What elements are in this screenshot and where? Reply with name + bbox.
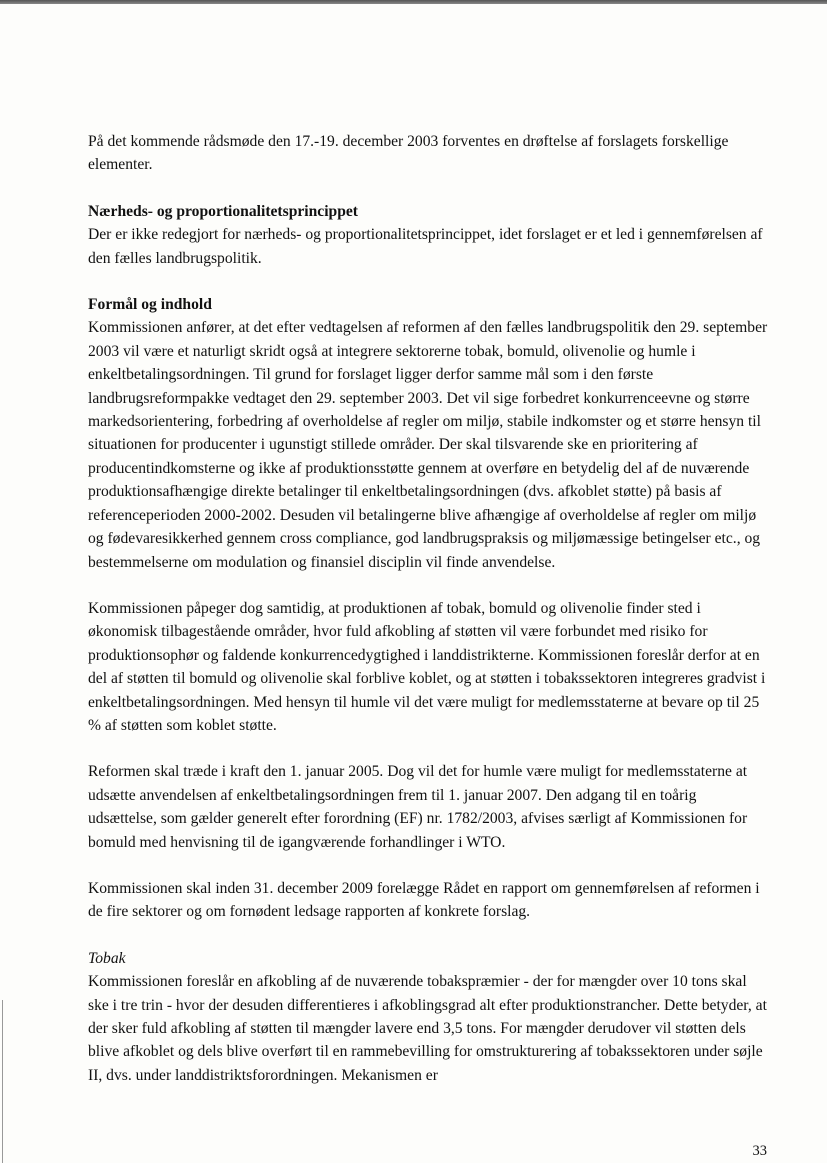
section-body-tobacco: Kommissionen foreslår en afkobling af de nuværende tobakspræmier - der for mængder over 10 tons skal ske i tre trin - hvor der desuden differentieres i afkoblingsgrad alt efter produktionstrancher. Dette betyder, at der sker fuld afkobling af støtten til mængder lavere end 3,5 tons. For mængder derudover vil støtten dels blive afkoblet og dels blive overført til en rammebevilling for omstrukturering af tobakssektoren under søjle II, dvs. under landdistriktsforordningen. Mekanismen er [88,973,767,1084]
scan-top-edge [0,0,827,4]
purpose-paragraph-2: Kommissionen påpeger dog samtidig, at produktionen af tobak, bomuld og olivenolie finder sted i økonomisk tilbagestående områder, hvor fuld afkobling af støtten vil være forbundet med risiko for produktionsophør og faldende konkurrencedygtighed i landdistrikterne. Kommissionen foreslår derfor at en del af støtten til bomuld og olivenolie skal forblive koblet, og at støtten i tobakssektoren integreres gradvist i enkeltbetalingsordningen. Med hensyn til humle vil det være muligt for medlemsstaterne at bevare op til 25 % af støtten som koblet støtte. [88,599,766,734]
intro-paragraph: På det kommende rådsmøde den 17.-19. december 2003 forventes en drøftelse af forslagets forskellige elementer. [88,133,729,174]
scan-left-edge [2,1000,3,1163]
section-heading-tobacco: Tobak [88,949,126,967]
purpose-paragraph-3: Reformen skal træde i kraft den 1. januar 2005. Dog vil det for humle være muligt for medlemsstaterne at udsætte anvendelsen af enkeltbetalingsordningen frem til 1. januar 2007. Den adgang til en toårig udsættelse, som gælder generelt efter forordning (EF) nr. 1782/2003, afvises særligt af Kommissionen for bomuld med henvisning til de igangværende forhandlinger i WTO. [88,763,748,851]
purpose-paragraph-1: Kommissionen anfører, at det efter vedtagelsen af reformen af den fælles landbrugspolitik den 29. september 2003 vil være et naturligt skridt også at integrere sektorerne tobak, bomuld, olivenolie og humle i enkeltbetalingsordningen. Til grund for forslaget ligger derfor samme mål som i den første landbrugsreformpakke vedtaget den 29. september 2003. Det vil sige forbedret konkurrenceevne og større markedsorientering, forbedring af overholdelse af regler om miljø, stabile indkomster og et større hensyn til situationen for producenter i ugunstigt stillede områder. Der skal tilsvarende ske en prioritering af producentindkomsterne og ikke af produktionsstøtte gennem at overføre en betydelig del af de nuværende produktionsafhængige direkte betalinger til enkeltbetalingsordningen (dvs. afkoblet støtte) på basis af referenceperioden 2000-2002. Desuden vil betalingerne blive afhængige af overholdelse af regler om miljø og fødevaresikkerhed gennem cross compliance, god landbrugspraksis og miljømæssige betingelser etc., og bestemmelserne om modulation og finansiel disciplin vil finde anvendelse. [88,319,768,571]
page-number: 33 [752,1143,767,1159]
purpose-paragraph-4: Kommissionen skal inden 31. december 2009 forelægge Rådet en rapport om gennemførelsen af reformen i de fire sektorer og om fornødent ledsage rapporten af konkrete forslag. [88,879,760,921]
section-heading-subsidiarity: Nærheds- og proportionalitetsprincippet [88,202,359,220]
document-page [88,130,768,1087]
section-body-subsidiarity: Der er ikke redegjort for nærheds- og proportionalitetsprincippet, idet forslaget er et led i gennemførelsen af den fælles landbrugspolitik. [88,226,763,267]
section-heading-purpose: Formål og indhold [88,296,212,314]
